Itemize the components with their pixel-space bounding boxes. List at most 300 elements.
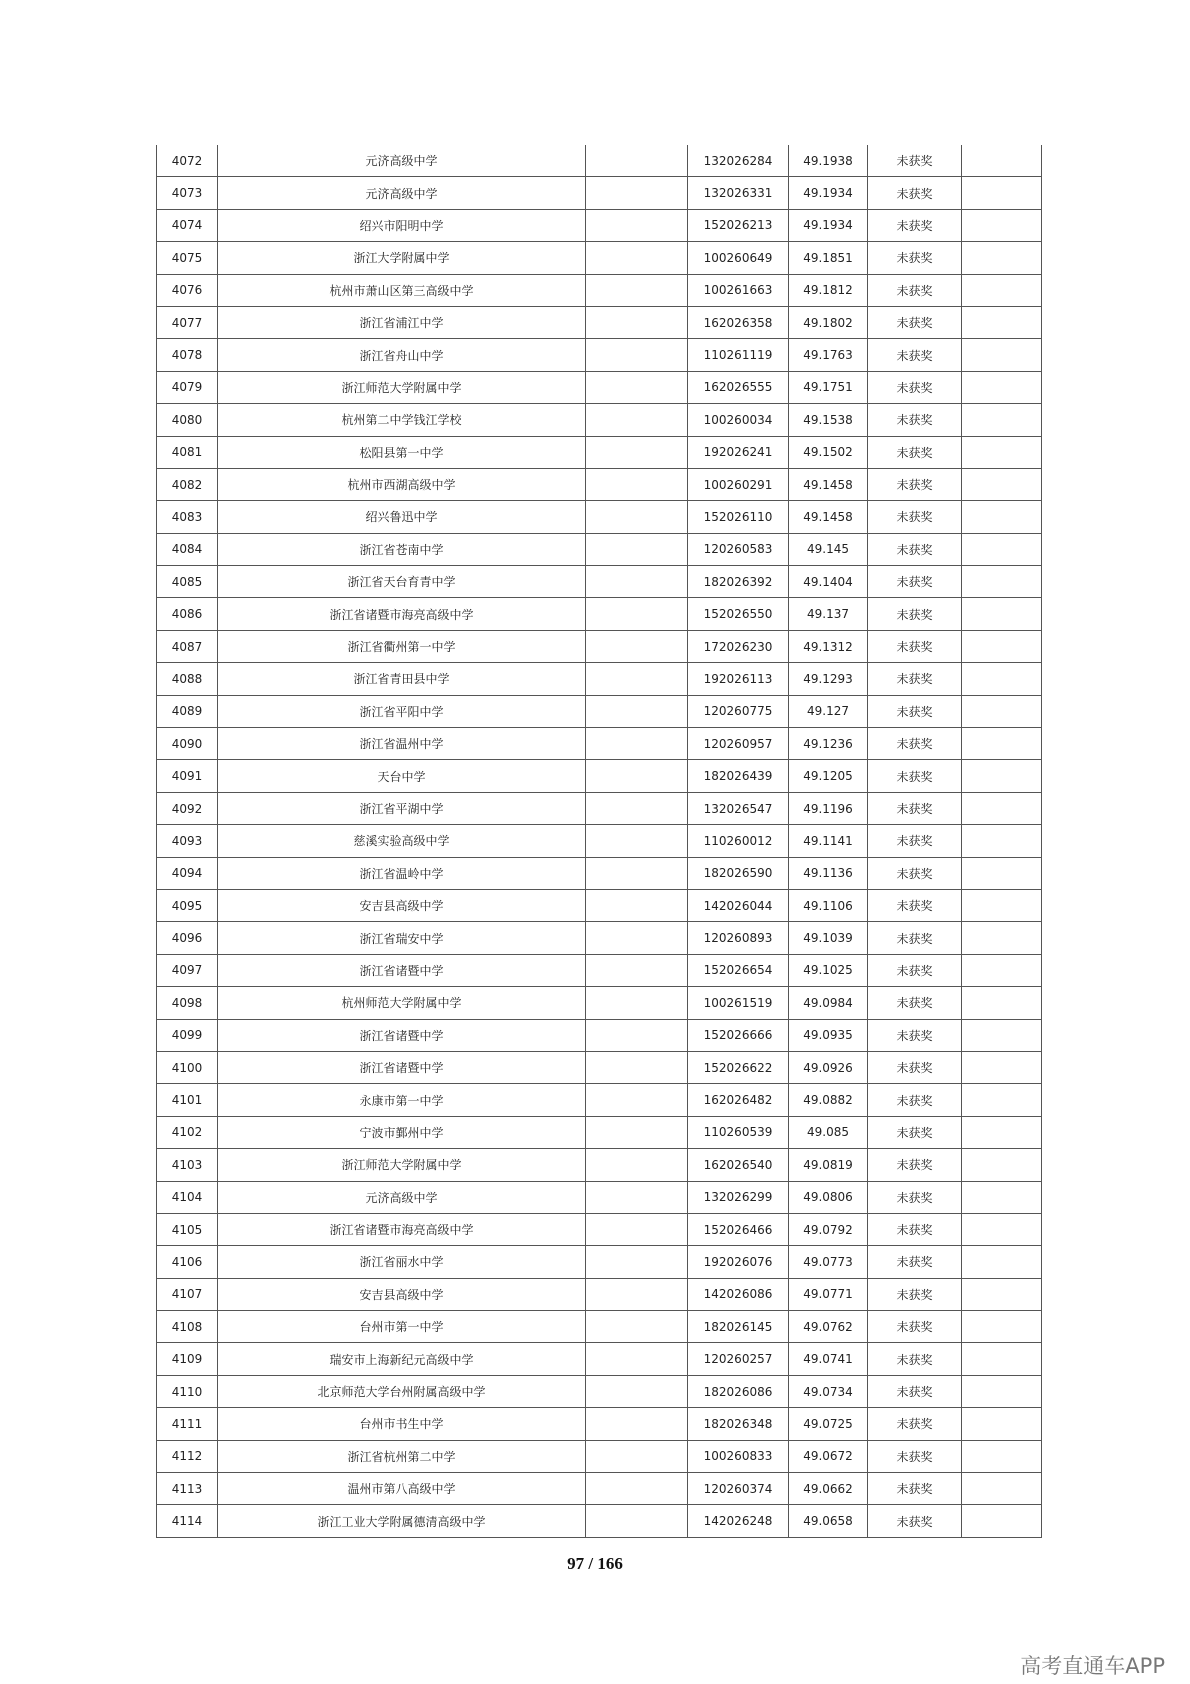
school-cell: 浙江大学附属中学 bbox=[218, 242, 586, 274]
table-row bbox=[157, 792, 1042, 824]
table-row bbox=[157, 598, 1042, 630]
remarks-cell bbox=[962, 1051, 1042, 1083]
school-cell: 台州市第一中学 bbox=[218, 1311, 586, 1343]
school-cell: 杭州第二中学钱江学校 bbox=[218, 404, 586, 436]
remarks-cell bbox=[962, 1181, 1042, 1213]
school-cell: 杭州市萧山区第三高级中学 bbox=[218, 274, 586, 306]
rank-cell: 4102 bbox=[157, 1116, 218, 1148]
score-cell: 49.0771 bbox=[789, 1278, 868, 1310]
award-cell: 未获奖 bbox=[868, 371, 962, 403]
award-cell: 未获奖 bbox=[868, 954, 962, 986]
award-cell: 未获奖 bbox=[868, 177, 962, 209]
table-row bbox=[157, 630, 1042, 662]
blank-cell bbox=[586, 1408, 688, 1440]
remarks-cell bbox=[962, 1084, 1042, 1116]
award-cell: 未获奖 bbox=[868, 987, 962, 1019]
blank-cell bbox=[586, 566, 688, 598]
award-cell: 未获奖 bbox=[868, 1213, 962, 1245]
school-cell: 浙江省温州中学 bbox=[218, 728, 586, 760]
blank-cell bbox=[586, 371, 688, 403]
rank-cell: 4108 bbox=[157, 1311, 218, 1343]
table-row bbox=[157, 1343, 1042, 1375]
student-id-cell: 120260257 bbox=[688, 1343, 789, 1375]
student-id-cell: 100260291 bbox=[688, 468, 789, 500]
score-cell: 49.0773 bbox=[789, 1246, 868, 1278]
student-id-cell: 182026145 bbox=[688, 1311, 789, 1343]
rank-cell: 4107 bbox=[157, 1278, 218, 1310]
score-cell: 49.0792 bbox=[789, 1213, 868, 1245]
remarks-cell bbox=[962, 242, 1042, 274]
award-cell: 未获奖 bbox=[868, 1181, 962, 1213]
score-cell: 49.0806 bbox=[789, 1181, 868, 1213]
blank-cell bbox=[586, 1505, 688, 1537]
table-row bbox=[157, 468, 1042, 500]
school-cell: 杭州师范大学附属中学 bbox=[218, 987, 586, 1019]
blank-cell bbox=[586, 436, 688, 468]
rank-cell: 4105 bbox=[157, 1213, 218, 1245]
award-cell: 未获奖 bbox=[868, 1505, 962, 1537]
award-cell: 未获奖 bbox=[868, 630, 962, 662]
remarks-cell bbox=[962, 209, 1042, 241]
student-id-cell: 120260374 bbox=[688, 1473, 789, 1505]
remarks-cell bbox=[962, 825, 1042, 857]
student-id-cell: 132026547 bbox=[688, 792, 789, 824]
table-row bbox=[157, 566, 1042, 598]
rank-cell: 4112 bbox=[157, 1440, 218, 1472]
remarks-cell bbox=[962, 145, 1042, 177]
award-cell: 未获奖 bbox=[868, 404, 962, 436]
table-body bbox=[157, 145, 1042, 1537]
award-cell: 未获奖 bbox=[868, 760, 962, 792]
blank-cell bbox=[586, 825, 688, 857]
table-row bbox=[157, 1051, 1042, 1083]
score-cell: 49.0734 bbox=[789, 1375, 868, 1407]
remarks-cell bbox=[962, 1149, 1042, 1181]
student-id-cell: 152026622 bbox=[688, 1051, 789, 1083]
student-id-cell: 120260957 bbox=[688, 728, 789, 760]
table-row bbox=[157, 1311, 1042, 1343]
remarks-cell bbox=[962, 468, 1042, 500]
remarks-cell bbox=[962, 889, 1042, 921]
award-cell: 未获奖 bbox=[868, 145, 962, 177]
blank-cell bbox=[586, 468, 688, 500]
school-cell: 宁波市鄞州中学 bbox=[218, 1116, 586, 1148]
student-id-cell: 110260012 bbox=[688, 825, 789, 857]
results-table bbox=[156, 145, 1042, 1538]
rank-cell: 4095 bbox=[157, 889, 218, 921]
award-cell: 未获奖 bbox=[868, 1440, 962, 1472]
score-cell: 49.127 bbox=[789, 695, 868, 727]
remarks-cell bbox=[962, 566, 1042, 598]
school-cell: 浙江省苍南中学 bbox=[218, 533, 586, 565]
school-cell: 浙江省天台育青中学 bbox=[218, 566, 586, 598]
award-cell: 未获奖 bbox=[868, 1278, 962, 1310]
school-cell: 安吉县高级中学 bbox=[218, 1278, 586, 1310]
student-id-cell: 162026358 bbox=[688, 306, 789, 338]
award-cell: 未获奖 bbox=[868, 1116, 962, 1148]
table-row bbox=[157, 1473, 1042, 1505]
rank-cell: 4072 bbox=[157, 145, 218, 177]
rank-cell: 4075 bbox=[157, 242, 218, 274]
remarks-cell bbox=[962, 598, 1042, 630]
blank-cell bbox=[586, 274, 688, 306]
rank-cell: 4096 bbox=[157, 922, 218, 954]
student-id-cell: 182026348 bbox=[688, 1408, 789, 1440]
rank-cell: 4088 bbox=[157, 663, 218, 695]
rank-cell: 4111 bbox=[157, 1408, 218, 1440]
student-id-cell: 120260775 bbox=[688, 695, 789, 727]
remarks-cell bbox=[962, 1213, 1042, 1245]
award-cell: 未获奖 bbox=[868, 598, 962, 630]
school-cell: 浙江省青田县中学 bbox=[218, 663, 586, 695]
school-cell: 浙江省平阳中学 bbox=[218, 695, 586, 727]
award-cell: 未获奖 bbox=[868, 533, 962, 565]
school-cell: 浙江省诸暨中学 bbox=[218, 1019, 586, 1051]
blank-cell bbox=[586, 177, 688, 209]
rank-cell: 4104 bbox=[157, 1181, 218, 1213]
remarks-cell bbox=[962, 630, 1042, 662]
school-cell: 浙江省诸暨市海亮高级中学 bbox=[218, 598, 586, 630]
score-cell: 49.1458 bbox=[789, 468, 868, 500]
student-id-cell: 162026540 bbox=[688, 1149, 789, 1181]
student-id-cell: 142026086 bbox=[688, 1278, 789, 1310]
rank-cell: 4085 bbox=[157, 566, 218, 598]
score-cell: 49.0882 bbox=[789, 1084, 868, 1116]
remarks-cell bbox=[962, 1505, 1042, 1537]
score-cell: 49.137 bbox=[789, 598, 868, 630]
student-id-cell: 100260833 bbox=[688, 1440, 789, 1472]
remarks-cell bbox=[962, 404, 1042, 436]
blank-cell bbox=[586, 760, 688, 792]
remarks-cell bbox=[962, 760, 1042, 792]
award-cell: 未获奖 bbox=[868, 857, 962, 889]
table-row bbox=[157, 1278, 1042, 1310]
table-row bbox=[157, 1246, 1042, 1278]
blank-cell bbox=[586, 1473, 688, 1505]
award-cell: 未获奖 bbox=[868, 663, 962, 695]
remarks-cell bbox=[962, 1343, 1042, 1375]
remarks-cell bbox=[962, 922, 1042, 954]
blank-cell bbox=[586, 695, 688, 727]
score-cell: 49.0725 bbox=[789, 1408, 868, 1440]
school-cell: 元济高级中学 bbox=[218, 177, 586, 209]
remarks-cell bbox=[962, 371, 1042, 403]
rank-cell: 4074 bbox=[157, 209, 218, 241]
rank-cell: 4113 bbox=[157, 1473, 218, 1505]
table-row bbox=[157, 1505, 1042, 1537]
student-id-cell: 152026213 bbox=[688, 209, 789, 241]
score-cell: 49.0741 bbox=[789, 1343, 868, 1375]
award-cell: 未获奖 bbox=[868, 1246, 962, 1278]
table-row bbox=[157, 1149, 1042, 1181]
blank-cell bbox=[586, 501, 688, 533]
blank-cell bbox=[586, 857, 688, 889]
table-row bbox=[157, 339, 1042, 371]
blank-cell bbox=[586, 630, 688, 662]
rank-cell: 4086 bbox=[157, 598, 218, 630]
blank-cell bbox=[586, 954, 688, 986]
blank-cell bbox=[586, 242, 688, 274]
remarks-cell bbox=[962, 792, 1042, 824]
blank-cell bbox=[586, 533, 688, 565]
student-id-cell: 100260034 bbox=[688, 404, 789, 436]
table-row bbox=[157, 209, 1042, 241]
score-cell: 49.1934 bbox=[789, 177, 868, 209]
award-cell: 未获奖 bbox=[868, 209, 962, 241]
blank-cell bbox=[586, 1051, 688, 1083]
table-row bbox=[157, 695, 1042, 727]
blank-cell bbox=[586, 1181, 688, 1213]
score-cell: 49.0984 bbox=[789, 987, 868, 1019]
award-cell: 未获奖 bbox=[868, 242, 962, 274]
school-cell: 元济高级中学 bbox=[218, 1181, 586, 1213]
rank-cell: 4077 bbox=[157, 306, 218, 338]
remarks-cell bbox=[962, 1311, 1042, 1343]
student-id-cell: 110260539 bbox=[688, 1116, 789, 1148]
score-cell: 49.0819 bbox=[789, 1149, 868, 1181]
student-id-cell: 152026110 bbox=[688, 501, 789, 533]
school-cell: 天台中学 bbox=[218, 760, 586, 792]
student-id-cell: 120260893 bbox=[688, 922, 789, 954]
blank-cell bbox=[586, 1278, 688, 1310]
blank-cell bbox=[586, 792, 688, 824]
school-cell: 浙江省杭州第二中学 bbox=[218, 1440, 586, 1472]
rank-cell: 4092 bbox=[157, 792, 218, 824]
table-row bbox=[157, 436, 1042, 468]
student-id-cell: 152026550 bbox=[688, 598, 789, 630]
award-cell: 未获奖 bbox=[868, 436, 962, 468]
score-cell: 49.145 bbox=[789, 533, 868, 565]
page-number: 97 / 166 bbox=[567, 1554, 623, 1573]
award-cell: 未获奖 bbox=[868, 1084, 962, 1116]
score-cell: 49.085 bbox=[789, 1116, 868, 1148]
rank-cell: 4099 bbox=[157, 1019, 218, 1051]
score-cell: 49.1039 bbox=[789, 922, 868, 954]
blank-cell bbox=[586, 889, 688, 921]
school-cell: 杭州市西湖高级中学 bbox=[218, 468, 586, 500]
table-row bbox=[157, 760, 1042, 792]
remarks-cell bbox=[962, 177, 1042, 209]
remarks-cell bbox=[962, 1408, 1042, 1440]
table-row bbox=[157, 1213, 1042, 1245]
remarks-cell bbox=[962, 728, 1042, 760]
school-cell: 北京师范大学台州附属高级中学 bbox=[218, 1375, 586, 1407]
score-cell: 49.0658 bbox=[789, 1505, 868, 1537]
table-row bbox=[157, 242, 1042, 274]
blank-cell bbox=[586, 1440, 688, 1472]
table-row bbox=[157, 987, 1042, 1019]
student-id-cell: 132026331 bbox=[688, 177, 789, 209]
award-cell: 未获奖 bbox=[868, 468, 962, 500]
table-row bbox=[157, 274, 1042, 306]
rank-cell: 4081 bbox=[157, 436, 218, 468]
rank-cell: 4091 bbox=[157, 760, 218, 792]
school-cell: 浙江省瑞安中学 bbox=[218, 922, 586, 954]
remarks-cell bbox=[962, 436, 1042, 468]
award-cell: 未获奖 bbox=[868, 339, 962, 371]
score-cell: 49.1934 bbox=[789, 209, 868, 241]
student-id-cell: 172026230 bbox=[688, 630, 789, 662]
award-cell: 未获奖 bbox=[868, 1019, 962, 1051]
table-row bbox=[157, 404, 1042, 436]
rank-cell: 4106 bbox=[157, 1246, 218, 1278]
student-id-cell: 142026044 bbox=[688, 889, 789, 921]
blank-cell bbox=[586, 1116, 688, 1148]
student-id-cell: 192026241 bbox=[688, 436, 789, 468]
award-cell: 未获奖 bbox=[868, 695, 962, 727]
blank-cell bbox=[586, 728, 688, 760]
award-cell: 未获奖 bbox=[868, 566, 962, 598]
award-cell: 未获奖 bbox=[868, 1473, 962, 1505]
rank-cell: 4094 bbox=[157, 857, 218, 889]
blank-cell bbox=[586, 1019, 688, 1051]
rank-cell: 4103 bbox=[157, 1149, 218, 1181]
award-cell: 未获奖 bbox=[868, 728, 962, 760]
school-cell: 浙江省诸暨中学 bbox=[218, 1051, 586, 1083]
blank-cell bbox=[586, 1343, 688, 1375]
table-row bbox=[157, 1181, 1042, 1213]
score-cell: 49.1502 bbox=[789, 436, 868, 468]
blank-cell bbox=[586, 598, 688, 630]
school-cell: 慈溪实验高级中学 bbox=[218, 825, 586, 857]
school-cell: 绍兴市阳明中学 bbox=[218, 209, 586, 241]
school-cell: 永康市第一中学 bbox=[218, 1084, 586, 1116]
watermark-text: 高考直通车APP bbox=[1020, 1654, 1165, 1678]
award-cell: 未获奖 bbox=[868, 1343, 962, 1375]
table-row bbox=[157, 663, 1042, 695]
school-cell: 温州市第八高级中学 bbox=[218, 1473, 586, 1505]
remarks-cell bbox=[962, 274, 1042, 306]
rank-cell: 4098 bbox=[157, 987, 218, 1019]
award-cell: 未获奖 bbox=[868, 274, 962, 306]
award-cell: 未获奖 bbox=[868, 889, 962, 921]
student-id-cell: 110261119 bbox=[688, 339, 789, 371]
blank-cell bbox=[586, 339, 688, 371]
rank-cell: 4100 bbox=[157, 1051, 218, 1083]
score-cell: 49.0672 bbox=[789, 1440, 868, 1472]
score-cell: 49.1538 bbox=[789, 404, 868, 436]
award-cell: 未获奖 bbox=[868, 1375, 962, 1407]
blank-cell bbox=[586, 209, 688, 241]
rank-cell: 4083 bbox=[157, 501, 218, 533]
score-cell: 49.1141 bbox=[789, 825, 868, 857]
table-row bbox=[157, 825, 1042, 857]
table-row bbox=[157, 1116, 1042, 1148]
school-cell: 安吉县高级中学 bbox=[218, 889, 586, 921]
student-id-cell: 152026654 bbox=[688, 954, 789, 986]
score-cell: 49.1458 bbox=[789, 501, 868, 533]
student-id-cell: 100261519 bbox=[688, 987, 789, 1019]
score-cell: 49.1106 bbox=[789, 889, 868, 921]
score-cell: 49.1312 bbox=[789, 630, 868, 662]
blank-cell bbox=[586, 1213, 688, 1245]
remarks-cell bbox=[962, 1278, 1042, 1310]
remarks-cell bbox=[962, 1246, 1042, 1278]
remarks-cell bbox=[962, 954, 1042, 986]
remarks-cell bbox=[962, 857, 1042, 889]
score-cell: 49.1851 bbox=[789, 242, 868, 274]
school-cell: 松阳县第一中学 bbox=[218, 436, 586, 468]
rank-cell: 4101 bbox=[157, 1084, 218, 1116]
score-cell: 49.1136 bbox=[789, 857, 868, 889]
school-cell: 浙江省衢州第一中学 bbox=[218, 630, 586, 662]
school-cell: 浙江师范大学附属中学 bbox=[218, 371, 586, 403]
student-id-cell: 152026466 bbox=[688, 1213, 789, 1245]
student-id-cell: 100261663 bbox=[688, 274, 789, 306]
student-id-cell: 162026555 bbox=[688, 371, 789, 403]
blank-cell bbox=[586, 922, 688, 954]
rank-cell: 4110 bbox=[157, 1375, 218, 1407]
rank-cell: 4084 bbox=[157, 533, 218, 565]
student-id-cell: 182026086 bbox=[688, 1375, 789, 1407]
blank-cell bbox=[586, 1246, 688, 1278]
table-row bbox=[157, 145, 1042, 177]
school-cell: 元济高级中学 bbox=[218, 145, 586, 177]
table-row bbox=[157, 533, 1042, 565]
student-id-cell: 192026076 bbox=[688, 1246, 789, 1278]
award-cell: 未获奖 bbox=[868, 825, 962, 857]
rank-cell: 4089 bbox=[157, 695, 218, 727]
table-row bbox=[157, 857, 1042, 889]
rank-cell: 4114 bbox=[157, 1505, 218, 1537]
score-cell: 49.0935 bbox=[789, 1019, 868, 1051]
school-cell: 浙江省舟山中学 bbox=[218, 339, 586, 371]
award-cell: 未获奖 bbox=[868, 792, 962, 824]
school-cell: 绍兴鲁迅中学 bbox=[218, 501, 586, 533]
award-cell: 未获奖 bbox=[868, 922, 962, 954]
rank-cell: 4076 bbox=[157, 274, 218, 306]
table-row bbox=[157, 889, 1042, 921]
remarks-cell bbox=[962, 501, 1042, 533]
student-id-cell: 142026248 bbox=[688, 1505, 789, 1537]
school-cell: 浙江省温岭中学 bbox=[218, 857, 586, 889]
award-cell: 未获奖 bbox=[868, 1408, 962, 1440]
rank-cell: 4080 bbox=[157, 404, 218, 436]
blank-cell bbox=[586, 404, 688, 436]
remarks-cell bbox=[962, 987, 1042, 1019]
blank-cell bbox=[586, 306, 688, 338]
school-cell: 瑞安市上海新纪元高级中学 bbox=[218, 1343, 586, 1375]
student-id-cell: 132026299 bbox=[688, 1181, 789, 1213]
score-cell: 49.1763 bbox=[789, 339, 868, 371]
school-cell: 台州市书生中学 bbox=[218, 1408, 586, 1440]
score-cell: 49.0762 bbox=[789, 1311, 868, 1343]
score-cell: 49.0926 bbox=[789, 1051, 868, 1083]
table-row bbox=[157, 954, 1042, 986]
score-cell: 49.0662 bbox=[789, 1473, 868, 1505]
student-id-cell: 182026392 bbox=[688, 566, 789, 598]
remarks-cell bbox=[962, 306, 1042, 338]
score-cell: 49.1404 bbox=[789, 566, 868, 598]
student-id-cell: 182026439 bbox=[688, 760, 789, 792]
remarks-cell bbox=[962, 1473, 1042, 1505]
award-cell: 未获奖 bbox=[868, 1051, 962, 1083]
school-cell: 浙江省浦江中学 bbox=[218, 306, 586, 338]
table-row bbox=[157, 1440, 1042, 1472]
school-cell: 浙江省平湖中学 bbox=[218, 792, 586, 824]
student-id-cell: 132026284 bbox=[688, 145, 789, 177]
school-cell: 浙江省丽水中学 bbox=[218, 1246, 586, 1278]
blank-cell bbox=[586, 1084, 688, 1116]
school-cell: 浙江省诸暨市海亮高级中学 bbox=[218, 1213, 586, 1245]
student-id-cell: 100260649 bbox=[688, 242, 789, 274]
score-cell: 49.1205 bbox=[789, 760, 868, 792]
award-cell: 未获奖 bbox=[868, 1311, 962, 1343]
rank-cell: 4109 bbox=[157, 1343, 218, 1375]
table-row bbox=[157, 1408, 1042, 1440]
blank-cell bbox=[586, 663, 688, 695]
score-cell: 49.1751 bbox=[789, 371, 868, 403]
